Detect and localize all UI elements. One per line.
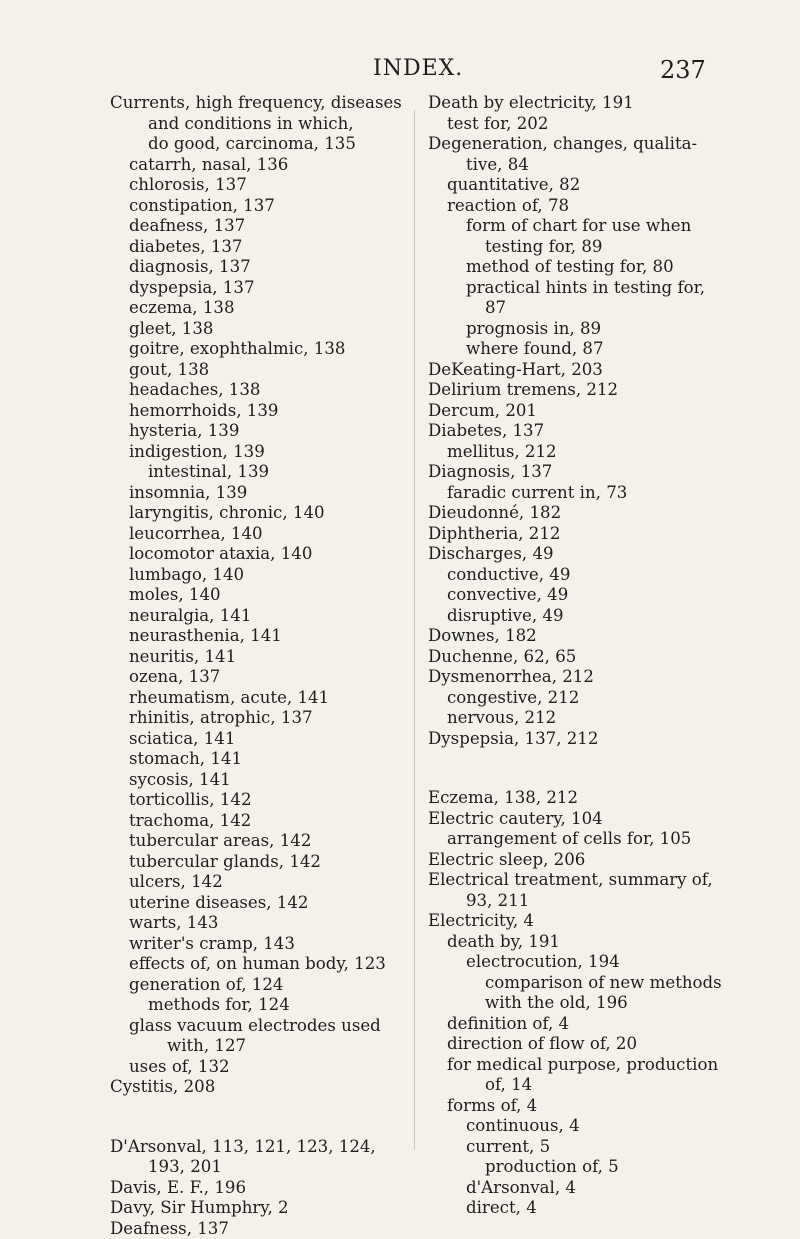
index-subentry: writer's cramp, 143 (110, 934, 400, 955)
index-subentry: where found, 87 (428, 339, 768, 360)
running-title: INDEX. (373, 56, 463, 81)
index-subentry: prognosis in, 89 (428, 319, 768, 340)
index-entry: Duchenne, 62, 65 (428, 647, 768, 668)
index-subentry: uterine diseases, 142 (110, 893, 400, 914)
index-subentry: convective, 49 (428, 585, 768, 606)
index-subentry: practical hints in testing for, (428, 278, 768, 299)
index-subentry: form of chart for use when (428, 216, 768, 237)
index-entry: Electric sleep, 206 (428, 850, 768, 871)
index-subentry: methods for, 124 (110, 995, 400, 1016)
index-subentry: death by, 191 (428, 932, 768, 953)
index-subentry: and conditions in which, (110, 114, 400, 135)
index-subentry: tive, 84 (428, 155, 768, 176)
index-subentry: diabetes, 137 (110, 237, 400, 258)
index-subentry: chlorosis, 137 (110, 175, 400, 196)
index-subentry: congestive, 212 (428, 688, 768, 709)
index-entry: Electrical treatment, summary of, (428, 870, 768, 891)
index-subentry: current, 5 (428, 1137, 768, 1158)
index-column-left (110, 93, 400, 1239)
index-subentry: gout, 138 (110, 360, 400, 381)
index-subentry: ozena, 137 (110, 667, 400, 688)
index-subentry: production of, 5 (428, 1157, 768, 1178)
index-subentry: 87 (428, 298, 768, 319)
index-subentry: gleet, 138 (110, 319, 400, 340)
index-entry: Diagnosis, 137 (428, 462, 768, 483)
index-entry: Davis, E. F., 196 (110, 1178, 400, 1199)
index-entry: Cystitis, 208 (110, 1077, 400, 1098)
index-entry: Electric cautery, 104 (428, 809, 768, 830)
index-subentry: neurasthenia, 141 (110, 626, 400, 647)
index-subentry: with, 127 (110, 1036, 400, 1057)
index-subentry: neuritis, 141 (110, 647, 400, 668)
index-subentry: generation of, 124 (110, 975, 400, 996)
index-subentry: tubercular areas, 142 (110, 831, 400, 852)
index-subentry: constipation, 137 (110, 196, 400, 217)
index-entry: Diabetes, 137 (428, 421, 768, 442)
index-subentry: effects of, on human body, 123 (110, 954, 400, 975)
section-gap (428, 749, 768, 788)
index-subentry: arrangement of cells for, 105 (428, 829, 768, 850)
index-subentry: insomnia, 139 (110, 483, 400, 504)
index-subentry: forms of, 4 (428, 1096, 768, 1117)
index-subentry: leucorrhea, 140 (110, 524, 400, 545)
index-subentry: sciatica, 141 (110, 729, 400, 750)
index-entry: Dercum, 201 (428, 401, 768, 422)
index-entry: Diphtheria, 212 (428, 524, 768, 545)
index-subentry: quantitative, 82 (428, 175, 768, 196)
index-subentry: hemorrhoids, 139 (110, 401, 400, 422)
index-subentry: testing for, 89 (428, 237, 768, 258)
index-subentry: goitre, exophthalmic, 138 (110, 339, 400, 360)
index-subentry: rheumatism, acute, 141 (110, 688, 400, 709)
index-entry: Dieudonné, 182 (428, 503, 768, 524)
index-subentry: sycosis, 141 (110, 770, 400, 791)
index-subentry: nervous, 212 (428, 708, 768, 729)
index-subentry: for medical purpose, production (428, 1055, 768, 1076)
index-subentry: do good, carcinoma, 135 (110, 134, 400, 155)
index-subentry: stomach, 141 (110, 749, 400, 770)
index-subentry: tubercular glands, 142 (110, 852, 400, 873)
index-entry: Downes, 182 (428, 626, 768, 647)
index-subentry: comparison of new methods (428, 973, 768, 994)
index-subentry: continuous, 4 (428, 1116, 768, 1137)
index-subentry: test for, 202 (428, 114, 768, 135)
index-subentry: moles, 140 (110, 585, 400, 606)
index-subentry: ulcers, 142 (110, 872, 400, 893)
index-subentry: mellitus, 212 (428, 442, 768, 463)
index-subentry: 193, 201 (110, 1157, 400, 1178)
index-subentry: 93, 211 (428, 891, 768, 912)
index-subentry: direct, 4 (428, 1198, 768, 1219)
index-subentry: neuralgia, 141 (110, 606, 400, 627)
column-divider (414, 110, 415, 1150)
index-entry: Delirium tremens, 212 (428, 380, 768, 401)
index-subentry: uses of, 132 (110, 1057, 400, 1078)
index-subentry: with the old, 196 (428, 993, 768, 1014)
index-subentry: locomotor ataxia, 140 (110, 544, 400, 565)
index-subentry: warts, 143 (110, 913, 400, 934)
index-subentry: d'Arsonval, 4 (428, 1178, 768, 1199)
index-subentry: hysteria, 139 (110, 421, 400, 442)
page-header (0, 56, 800, 86)
index-entry: Dyspepsia, 137, 212 (428, 729, 768, 750)
index-subentry: rhinitis, atrophic, 137 (110, 708, 400, 729)
index-subentry: lumbago, 140 (110, 565, 400, 586)
index-subentry: eczema, 138 (110, 298, 400, 319)
page-number: 237 (660, 56, 706, 84)
index-subentry: conductive, 49 (428, 565, 768, 586)
index-subentry: disruptive, 49 (428, 606, 768, 627)
index-entry: Death by electricity, 191 (428, 93, 768, 114)
index-subentry: dyspepsia, 137 (110, 278, 400, 299)
index-column-right (428, 93, 768, 1219)
index-entry: Degeneration, changes, qualita- (428, 134, 768, 155)
index-subentry: diagnosis, 137 (110, 257, 400, 278)
index-subentry: torticollis, 142 (110, 790, 400, 811)
index-entry: Dysmenorrhea, 212 (428, 667, 768, 688)
index-subentry: intestinal, 139 (110, 462, 400, 483)
index-subentry: headaches, 138 (110, 380, 400, 401)
index-subentry: reaction of, 78 (428, 196, 768, 217)
index-subentry: definition of, 4 (428, 1014, 768, 1035)
index-subentry: trachoma, 142 (110, 811, 400, 832)
index-subentry: indigestion, 139 (110, 442, 400, 463)
index-entry: Deafness, 137 (110, 1219, 400, 1239)
index-entry: Davy, Sir Humphry, 2 (110, 1198, 400, 1219)
index-subentry: laryngitis, chronic, 140 (110, 503, 400, 524)
index-entry: DeKeating-Hart, 203 (428, 360, 768, 381)
index-subentry: method of testing for, 80 (428, 257, 768, 278)
index-entry: Eczema, 138, 212 (428, 788, 768, 809)
index-subentry: faradic current in, 73 (428, 483, 768, 504)
index-subentry: electrocution, 194 (428, 952, 768, 973)
index-subentry: direction of flow of, 20 (428, 1034, 768, 1055)
section-gap (110, 1098, 400, 1137)
index-subentry: of, 14 (428, 1075, 768, 1096)
index-subentry: deafness, 137 (110, 216, 400, 237)
index-entry: D'Arsonval, 113, 121, 123, 124, (110, 1137, 400, 1158)
index-entry: Electricity, 4 (428, 911, 768, 932)
index-subentry: glass vacuum electrodes used (110, 1016, 400, 1037)
index-entry: Currents, high frequency, diseases (110, 93, 400, 114)
index-entry: Discharges, 49 (428, 544, 768, 565)
index-subentry: catarrh, nasal, 136 (110, 155, 400, 176)
